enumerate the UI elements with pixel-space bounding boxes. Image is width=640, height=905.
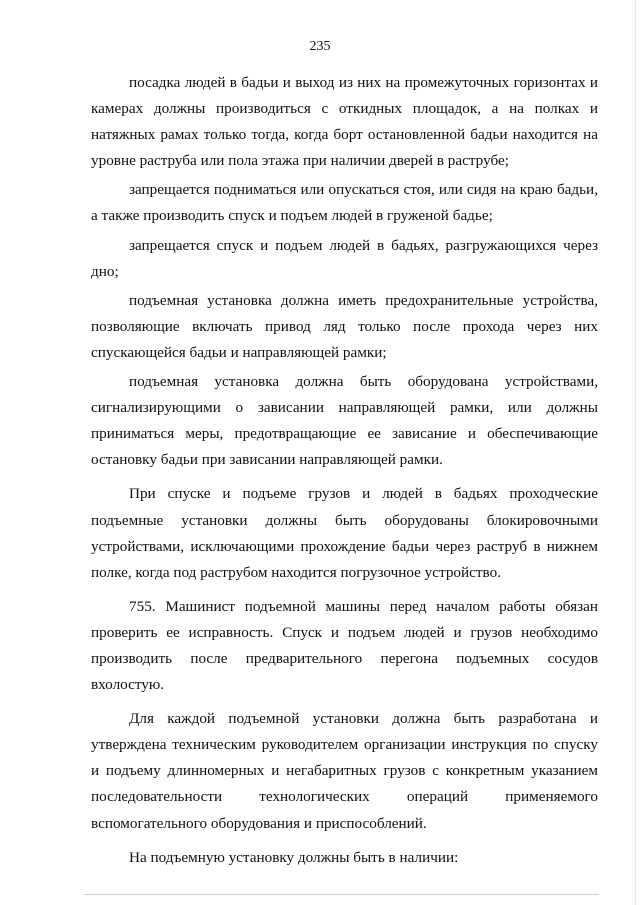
scan-bottom-rule <box>84 894 599 895</box>
paragraph-5: подъемная установка должна быть оборудована устройствами, сигнализирующими о зависании направляющей рамки, или должны приниматься меры, предотвращающие ее зависание и обеспечивающие остановку бадьи при зависании направляющей рамки. <box>91 373 598 469</box>
paragraph-1: посадка людей в бадьи и выход из них на промежуточных горизонтах и камерах должны производиться с откидных площадок, а на полках и натяжных рамах только тогда, когда борт остановленной бадьи находится на уровне раструба или пола этажа при наличии дверей в раструбе; <box>91 74 598 170</box>
document-body <box>91 70 598 871</box>
paragraph-6: При спуске и подъеме грузов и людей в бадьях проходческие подъемные установки должны быть оборудованы блокировочными устройствами, исключающими прохождение бадьи через раструб в нижнем полке, когда под раструбом находится погрузочное устройство. <box>91 485 598 581</box>
paragraph-8: Для каждой подъемной установки должна быть разработана и утверждена техническим руководителем организации инструкция по спуску и подъему длинномерных и негабаритных грузов с конкретным указанием последовательности технологических операций применяемого вспомогательного оборудования и приспособлений. <box>91 710 598 832</box>
paragraph-3: запрещается спуск и подъем людей в бадьях, разгружающихся через дно; <box>91 236 598 280</box>
scan-right-edge <box>635 0 636 905</box>
paragraph-2: запрещается подниматься или опускаться стоя, или сидя на краю бадьи, а также производить спуск и подъем людей в груженой бадье; <box>91 181 598 225</box>
paragraph-9: На подъемную установку должны быть в наличии: <box>129 848 459 866</box>
paragraph-4: подъемная установка должна иметь предохранительные устройства, позволяющие включать привод ляд только после прохода через них спускающейся бадьи и направляющей рамки; <box>91 291 598 361</box>
paragraph-7: 755. Машинист подъемной машины перед началом работы обязан проверить ее исправность. Спуск и подъем людей и грузов необходимо производить после предварительного перегона подъемных сосудов вхолостую. <box>91 597 598 694</box>
page-number: 235 <box>309 39 331 54</box>
